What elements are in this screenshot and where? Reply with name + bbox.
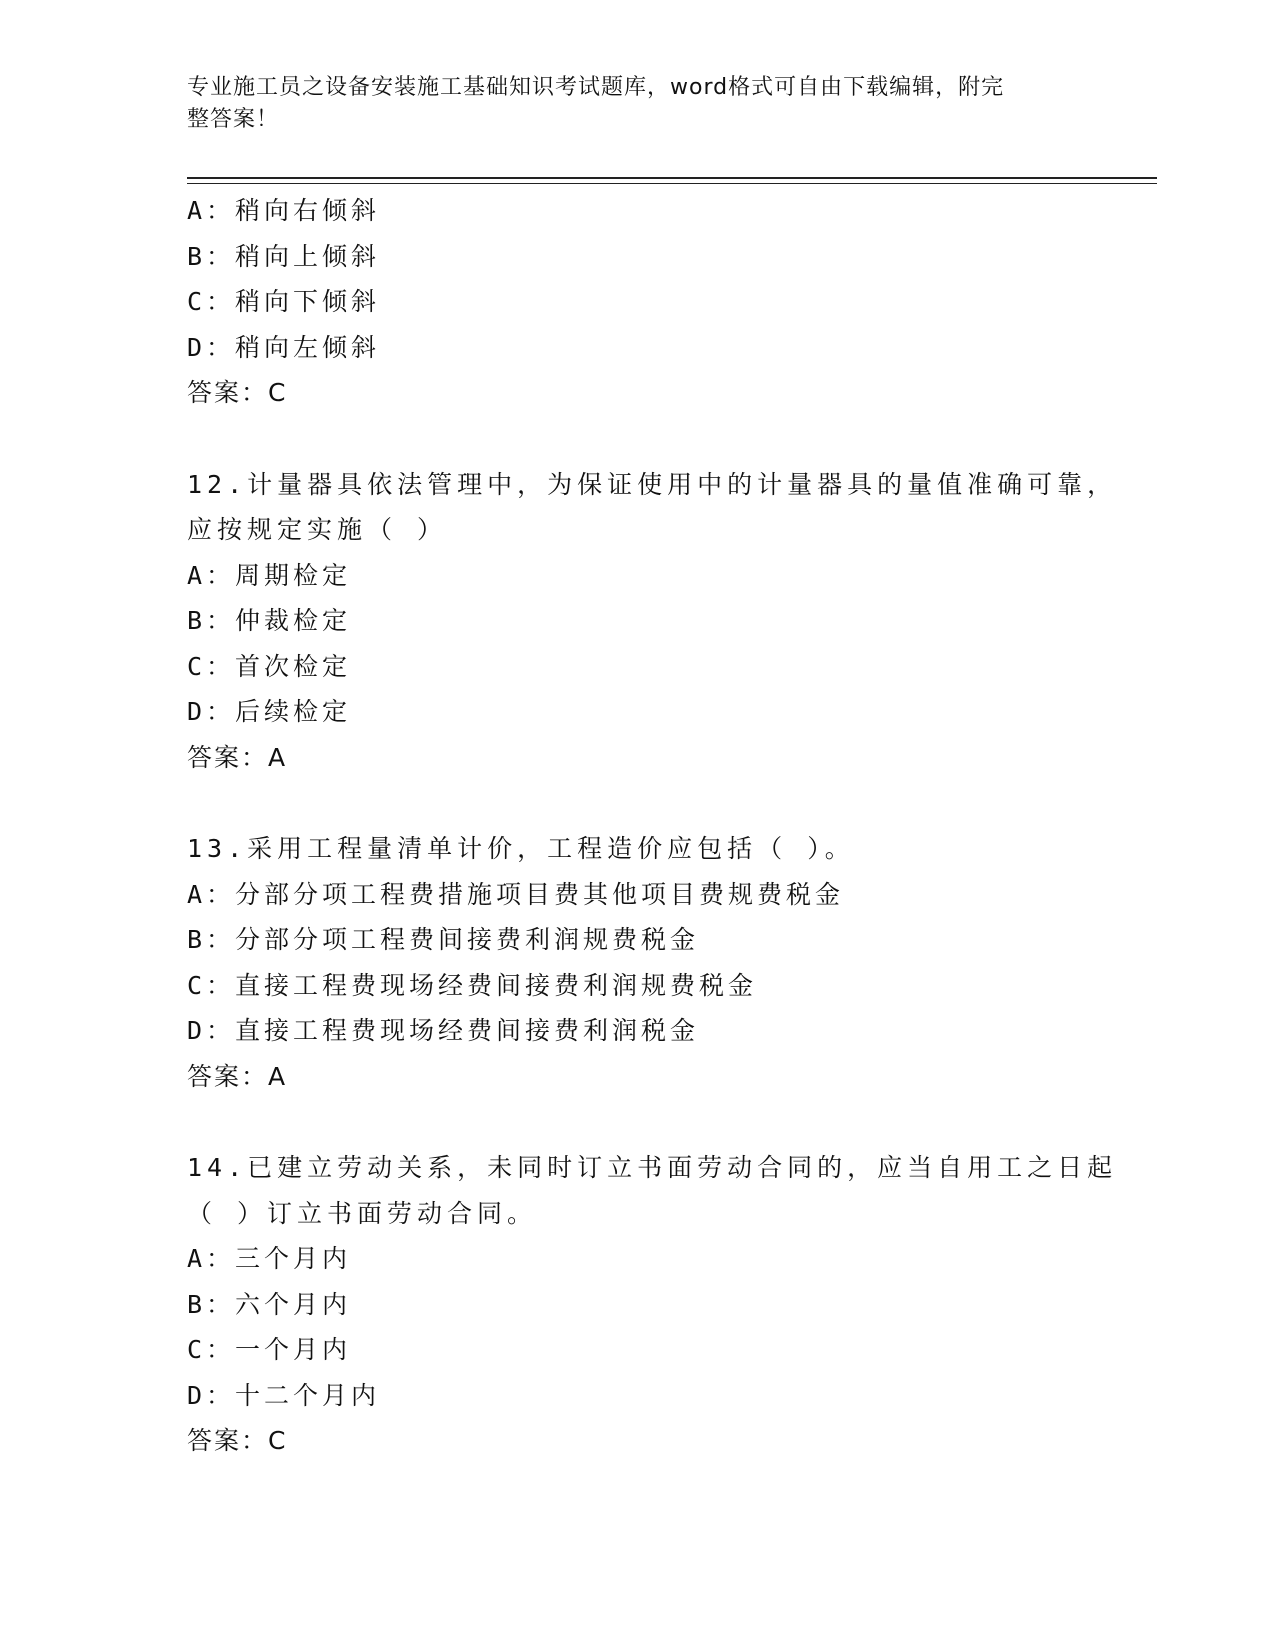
option-a: A：分部分项工程费措施项目费其他项目费规费税金 — [187, 879, 845, 909]
answer-line: 答案：C — [187, 378, 288, 407]
option-a: A：稍向右倾斜 — [187, 196, 381, 225]
question-block-13 — [187, 826, 1157, 1099]
question-text-line-1: 12.计量器具依法管理中，为保证使用中的计量器具的量值准确可靠， — [187, 469, 1118, 499]
question-text-line-2: （ ）订立书面劳动合同。 — [187, 1198, 538, 1228]
option-d: D：稍向左倾斜 — [187, 332, 381, 362]
spacer — [187, 416, 1157, 462]
header-title-line-2: 整答案！ — [187, 107, 280, 132]
spacer — [187, 1099, 1157, 1145]
question-block-11 — [187, 188, 1157, 416]
option-b: B：六个月内 — [187, 1289, 352, 1319]
option-d: D：直接工程费现场经费间接费利润税金 — [187, 1016, 700, 1045]
header-divider-thin — [187, 183, 1157, 184]
option-d: D：后续检定 — [187, 697, 352, 726]
option-c: C：一个月内 — [187, 1335, 352, 1364]
option-b: B：分部分项工程费间接费利润规费税金 — [187, 925, 700, 954]
option-b: B：仲裁检定 — [187, 606, 352, 635]
option-c: C：稍向下倾斜 — [187, 287, 381, 316]
spacer — [187, 780, 1157, 826]
question-text-line-1: 14.已建立劳动关系，未同时订立书面劳动合同的，应当自用工之日起 — [187, 1153, 1118, 1182]
answer-line: 答案：C — [187, 1426, 288, 1455]
option-d: D：十二个月内 — [187, 1380, 381, 1410]
question-block-12 — [187, 462, 1157, 781]
question-text-line-1: 13.采用工程量清单计价，工程造价应包括（ ）。 — [187, 834, 855, 863]
option-b: B：稍向上倾斜 — [187, 241, 381, 271]
option-a: A：三个月内 — [187, 1244, 352, 1273]
question-list — [187, 188, 1157, 1464]
question-text-line-2: 应按规定实施（ ） — [187, 515, 448, 544]
option-a: A：周期检定 — [187, 560, 352, 590]
option-c: C：直接工程费现场经费间接费利润规费税金 — [187, 970, 758, 1000]
document-header — [187, 72, 1087, 136]
option-c: C：首次检定 — [187, 651, 352, 681]
answer-line: 答案：A — [187, 742, 288, 772]
question-block-14 — [187, 1145, 1157, 1464]
header-title-line-1: 专业施工员之设备安装施工基础知识考试题库，word格式可自由下载编辑，附完 — [187, 75, 1005, 100]
answer-line: 答案：A — [187, 1061, 288, 1091]
header-divider-thick — [187, 177, 1157, 179]
